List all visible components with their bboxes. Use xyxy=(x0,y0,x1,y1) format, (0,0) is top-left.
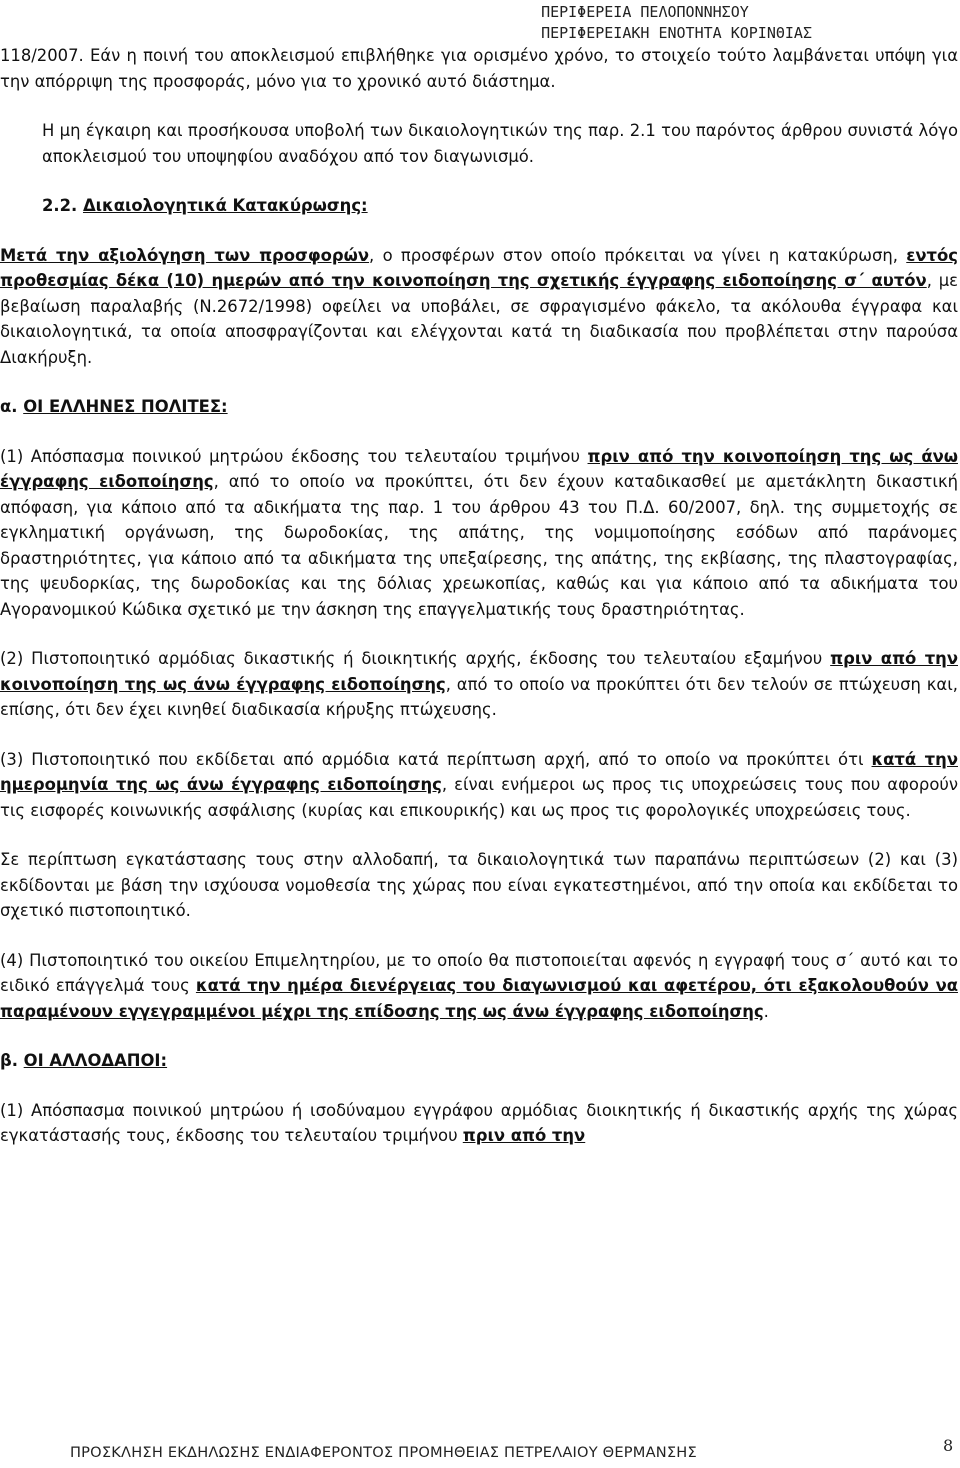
emphasis-after-evaluation: Μετά την αξιολόγηση των προσφορών xyxy=(0,245,370,265)
document-body xyxy=(0,43,958,1149)
text-span: (4) Πιστοποιητικό του οικείου Επιμελητηρίου, με το οποίο θα πιστοποιείται αφενός η εγγραφή τους σ΄ αυτό και το ειδικό επάγγελμά τους xyxy=(0,950,958,995)
text-span: (1) Απόσπασμα ποινικού μητρώου έκδοσης του τελευταίου τριμήνου xyxy=(0,446,588,466)
emphasis-before: πριν από την xyxy=(462,1126,586,1145)
emphasis-notification-date: κατά την ημερομηνία της ως άνω έγγραφης ειδοποίησης xyxy=(0,749,958,794)
paragraph-award-documents xyxy=(0,243,958,371)
heading-letter: α. xyxy=(0,397,24,416)
text-span: (1) Απόσπασμα ποινικού μητρώου ή ισοδύναμου εγγράφου αρμόδιας διοικητικής ή δικαστικής αρχής της χώρας εγκατάστασής τους, έκδοσης του τελευταίου τριμήνου xyxy=(0,1100,958,1145)
emphasis-deadline: εντός προθεσμίας δέκα (10) ημερών από την κοινοποίηση της σχετικής έγγραφης ειδοποίησης σ΄ αυτόν xyxy=(0,245,958,290)
paragraph-late-submission: Η μη έγκαιρη και προσήκουσα υποβολή των δικαιολογητικών της παρ. 2.1 του παρόντος άρθρου συνιστά λόγο αποκλεισμού του υποψηφίου αναδόχου από τον διαγωνισμό. xyxy=(42,121,958,166)
item-3-tax-insurance-certificate xyxy=(0,747,958,824)
text-span: , από το οποίο να προκύπτει ότι δεν τελούν σε πτώχευση και, επίσης, ότι δεν έχει κινηθεί διαδικασία κήρυξης πτώχευσης. xyxy=(0,674,958,719)
text-span: , με βεβαίωση παραλαβής (Ν.2672/1998) οφείλει να υποβάλει, σε σφραγισμένο φάκελο, τα ακόλουθα έγγραφα και δικαιολογητικά, τα οποία αποσφραγίζονται και ελέγχονται κατά τη διαδικασία που προβλέπεται στην παρούσα Διακήρυξη. xyxy=(0,271,958,367)
heading-text: ΟΙ ΕΛΛΗΝΕΣ ΠΟΛΙΤΕΣ: xyxy=(23,397,228,416)
header-region: ΠΕΡΙΦΕΡΕΙΑ ΠΕΛΟΠΟΝΝΗΣΟΥ xyxy=(541,3,749,21)
heading-text: ΟΙ ΑΛΛΟΔΑΠΟΙ: xyxy=(23,1051,168,1070)
heading-foreigners xyxy=(0,1048,958,1074)
page-header xyxy=(541,2,812,44)
heading-letter: β. xyxy=(0,1051,24,1070)
text-span: (3) Πιστοποιητικό που εκδίδεται από αρμόδια κατά περίπτωση αρχή, από το οποίο να προκύπτει ότι xyxy=(0,749,872,769)
header-unit: ΠΕΡΙΦΕΡΕΙΑΚΗ ΕΝΟΤΗΤΑ ΚΟΡΙΝΘΙΑΣ xyxy=(541,24,812,42)
paragraph-exclusion-penalty: 118/2007. Εάν η ποινή του αποκλεισμού επιβλήθηκε για ορισμένο χρόνο, το στοιχείο τούτο λαμβάνεται υπόψη για την απόρριψη της προσφοράς, μόνο για το χρονικό αυτό διάστημα. xyxy=(0,46,958,91)
emphasis-before-notification: πριν από την κοινοποίηση της ως άνω έγγραφης ειδοποίησης xyxy=(0,446,958,491)
section-heading-2-2 xyxy=(0,193,958,219)
page-footer: ΠΡΟΣΚΛΗΣΗ ΕΚΔΗΛΩΣΗΣ ΕΝΔΙΑΦΕΡΟΝΤΟΣ ΠΡΟΜΗΘΕΙΑΣ ΠΕΤΡΕΛΑΙΟΥ ΘΕΡΜΑΝΣΗΣ xyxy=(70,1444,697,1461)
section-number: 2.2. xyxy=(42,196,78,215)
item-1-criminal-record xyxy=(0,444,958,623)
page-number: 8 xyxy=(943,1436,954,1455)
emphasis-before-notification: πριν από την κοινοποίηση της ως άνω έγγραφης ειδοποίησης xyxy=(0,649,958,694)
emphasis-registration-period: κατά την ημέρα διενέργειας του διαγωνισμού και αφετέρου, ότι εξακολουθούν να παραμένουν εγγεγραμμένοι μέχρι της επίδοσης της ως άνω έγγραφης ειδοποίησης xyxy=(0,976,958,1021)
section-title: Δικαιολογητικά Κατακύρωσης: xyxy=(82,196,368,215)
text-span: , ο προσφέρων στον οποίο πρόκειται να γίνει η κατακύρωση, xyxy=(369,245,907,265)
text-span: . xyxy=(763,1001,769,1021)
text-span: , από το οποίο να προκύπτει, ότι δεν έχουν καταδικασθεί με αμετάκλητη δικαστική απόφαση, για κάποιο από τα αδικήματα της παρ. 1 του άρθρου 43 του Π.Δ. 60/2007, δηλ. της συμμετοχής σε εγκληματική οργάνωση, της δωροδοκίας, της απάτης, της νομιμοποίησης εσόδων από παράνομες δραστηριότητες, για κάποιο από τα αδικήματα της υπεξαίρεσης, της απάτης, της εκβίασης, της πλαστογραφίας, της ψευδορκίας, της δωροδοκίας και της δόλιας χρεωκοπίας, καθώς και για κάποιο από τα αδικήματα του Αγορανομικού Κώδικα σχετικό με την άσκηση της επαγγελματικής τους δραστηριότητας. xyxy=(0,472,958,619)
heading-greek-citizens xyxy=(0,394,958,420)
item-b1-criminal-record xyxy=(0,1098,958,1149)
text-span: , είναι ενήμεροι ως προς τις υποχρεώσεις τους που αφορούν τις εισφορές κοινωνικής ασφάλισης (κυρίας και επικουρικής) και ως προς τις φορολογικές υποχρεώσεις τους. xyxy=(0,775,958,820)
item-2-bankruptcy-certificate xyxy=(0,646,958,723)
text-span: (2) Πιστοποιητικό αρμόδιας δικαστικής ή διοικητικής αρχής, έκδοσης του τελευταίου εξαμήνου xyxy=(0,649,831,668)
paragraph-established-abroad: Σε περίπτωση εγκατάστασης τους στην αλλοδαπή, τα δικαιολογητικά των παραπάνω περιπτώσεων (2) και (3) εκδίδονται με βάση την ισχύουσα νομοθεσία της χώρας που είναι εγκατεστημένοι, από την οποία και εκδίδεται το σχετικό πιστοποιητικό. xyxy=(0,850,958,920)
item-4-chamber-certificate xyxy=(0,948,958,1025)
